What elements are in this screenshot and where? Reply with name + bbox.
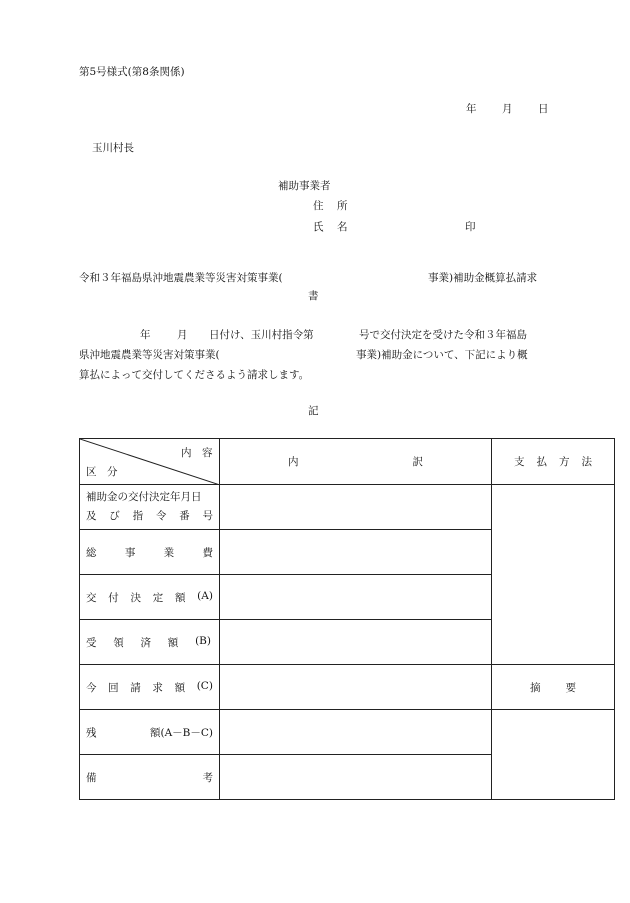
grant-decision-char: 号 [202, 510, 213, 522]
remarks-value[interactable] [220, 755, 492, 800]
date-month: 月 [502, 103, 513, 115]
header-content-2: 容 [202, 447, 213, 459]
received-amount-label [80, 620, 220, 665]
date-year: 年 [466, 103, 477, 115]
title-part-2: 事業)補助金概算払請求 [428, 272, 538, 284]
details-table [79, 438, 615, 800]
received-amount-value[interactable] [220, 620, 492, 665]
body-year: 年 [140, 329, 151, 341]
payment-method-header [492, 439, 615, 485]
payment-char-2: 払 [536, 456, 547, 468]
summary-header [492, 665, 615, 710]
grant-decision-char: 令 [155, 510, 167, 522]
balance-char: 残 [86, 726, 97, 739]
decision-amount-label [80, 575, 220, 620]
current-request-char: 回 [108, 681, 119, 694]
received-amount-char: 額 [167, 636, 179, 649]
table-header-row [80, 439, 615, 485]
current-request-char: 請 [130, 681, 141, 694]
grant-decision-line1: 補助金の交付決定年月日 [86, 491, 202, 503]
body-line3: 算払によって交付してくださるよう請求します。 [79, 369, 310, 381]
summary-char-2: 要 [565, 681, 576, 694]
decision-amount-char: 定 [152, 591, 164, 604]
payment-char-1: 支 [514, 456, 525, 468]
address-label-2: 所 [337, 200, 348, 212]
header-category-1: 区 [86, 466, 97, 478]
received-amount-char: (B) [195, 634, 211, 647]
body-month: 月 [177, 329, 188, 341]
total-cost-value[interactable] [220, 530, 492, 575]
decision-amount-char: (A) [197, 589, 213, 602]
total-cost-char: 業 [163, 546, 175, 559]
payment-char-4: 法 [581, 456, 592, 468]
current-request-char: 額 [174, 681, 186, 694]
title-part-1: 令和３年福島県沖地震農業等災害対策事業( [79, 272, 283, 284]
title-line-2: 書 [308, 290, 319, 302]
name-label-2: 名 [337, 221, 348, 233]
ki-heading: 記 [308, 405, 319, 417]
decision-amount-value[interactable] [220, 575, 492, 620]
current-request-char: 求 [152, 681, 163, 694]
breakdown-char-2: 訳 [412, 456, 423, 468]
table-row [80, 665, 615, 710]
grant-decision-char: び [109, 510, 120, 522]
breakdown-header [220, 439, 492, 485]
grant-decision-char: 及 [86, 510, 97, 522]
diagonal-header-cell [80, 439, 220, 485]
diagonal-line [80, 439, 220, 485]
grant-decision-char: 指 [132, 510, 144, 522]
balance-value[interactable] [220, 710, 492, 755]
date-day: 日 [538, 103, 549, 115]
grant-decision-char: 番 [179, 510, 190, 522]
current-request-char: 今 [86, 681, 97, 694]
body-line1-a: 日付け、玉川村指令第 [209, 329, 314, 341]
breakdown-char-1: 内 [288, 456, 299, 468]
seal-mark: 印 [465, 221, 476, 233]
header-category-2: 分 [107, 466, 118, 478]
payment-method-value[interactable] [492, 485, 615, 665]
received-amount-char: 済 [140, 636, 152, 649]
header-content-1: 内 [181, 447, 192, 459]
summary-char-1: 摘 [530, 681, 541, 694]
decision-amount-char: 交 [86, 591, 97, 604]
decision-amount-char: 付 [108, 591, 119, 604]
name-label-1: 氏 [313, 221, 324, 233]
current-request-value[interactable] [220, 665, 492, 710]
table-row [80, 710, 615, 755]
current-request-label [80, 665, 220, 710]
balance-formula: 額(A－B－C) [149, 726, 213, 739]
grant-decision-label [80, 485, 220, 530]
body-line2-a: 県沖地震農業等災害対策事業( [79, 349, 220, 361]
summary-value[interactable] [492, 710, 615, 800]
payment-char-3: 方 [559, 456, 570, 468]
remarks-char: 備 [86, 771, 97, 784]
remarks-char: 考 [202, 771, 213, 784]
remarks-label [80, 755, 220, 800]
applicant-title: 補助事業者 [278, 180, 331, 192]
address-label-1: 住 [313, 200, 324, 212]
body-line1-b: 号で交付決定を受けた令和３年福島 [359, 329, 527, 341]
received-amount-char: 領 [113, 636, 124, 649]
balance-label [80, 710, 220, 755]
grant-decision-value[interactable] [220, 485, 492, 530]
total-cost-char: 事 [124, 546, 136, 559]
total-cost-label [80, 530, 220, 575]
table-row [80, 485, 615, 530]
decision-amount-char: 決 [130, 591, 141, 604]
addressee: 玉川村長 [92, 142, 134, 154]
total-cost-char: 総 [86, 546, 97, 559]
body-line2-b: 事業)補助金について、下記により概 [356, 349, 528, 361]
received-amount-char: 受 [86, 636, 97, 649]
current-request-char: (C) [196, 679, 213, 692]
decision-amount-char: 額 [174, 591, 186, 604]
form-number-label: 第5号様式(第8条関係) [79, 66, 185, 78]
total-cost-char: 費 [202, 546, 213, 559]
